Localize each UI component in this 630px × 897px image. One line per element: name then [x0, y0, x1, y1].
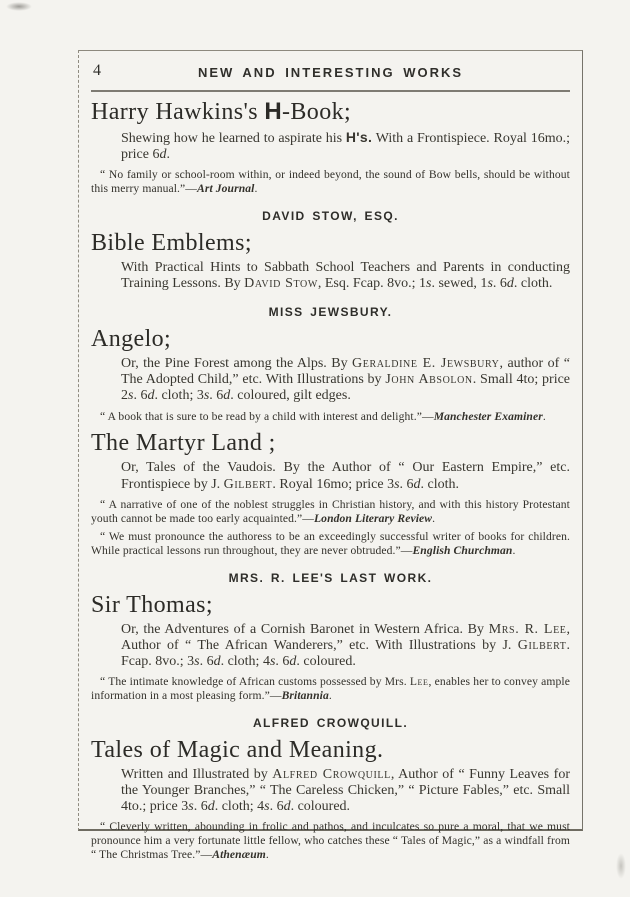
book-entry [91, 99, 570, 196]
entry-description: Or, Tales of the Vaudois. By the Author of “ Our Eastern Empire,” etc. Frontispiece by J. Gilbert. Royal 16mo; price 3s. 6d. cloth. [121, 460, 570, 492]
entry-description: Or, the Adventures of a Cornish Baronet in Western Africa. By Mrs. R. Lee, Author of “ The African Wanderers,” etc. With Illustrations by J. Gilbert. Fcap. 8vo.; 3s. 6d. cloth; 4s. 6d. coloured. [121, 621, 570, 670]
entry-review: “ No family or school-room within, or indeed beyond, the sound of Bow bells, should be without this merry manual.”—Art Journal. [91, 168, 570, 196]
entry-title: Sir Thomas; [91, 591, 213, 618]
entry-author-heading: ALFRED CROWQUILL. [252, 715, 409, 730]
entry-title: Tales of Magic and Meaning. [91, 736, 384, 763]
entry-review: “ A narrative of one of the noblest struggles in Christian history, and with this history Protestant youth cannot be made too early acquainted.”—London Literary Review. [91, 497, 570, 525]
scan-artifact-speck [616, 853, 626, 879]
entry-title: Bible Emblems; [91, 229, 252, 256]
scan-artifact-smudge [6, 2, 32, 11]
entry-review: “ Cleverly written, abounding in frolic and pathos, and inculcates so pure a moral, that we must pronounce him a very fortunate little fellow, who catches these “ Tales of Magic,” as a windfall from “ The Christmas Tree.”—Athenæum. [91, 820, 570, 862]
book-entry [91, 571, 570, 703]
book-entry [91, 209, 570, 292]
book-page [78, 50, 583, 862]
page-number: 4 [93, 62, 101, 79]
entry-title: The Martyr Land ; [91, 430, 276, 457]
running-header-title: NEW AND INTERESTING WORKS [197, 65, 464, 80]
entry-author-heading: MRS. R. LEE'S LAST WORK. [228, 570, 433, 585]
book-entry [91, 305, 570, 423]
entry-title: Angelo; [91, 326, 172, 353]
entry-description: Shewing how he learned to aspirate his H's. With a Frontispiece. Royal 16mo.; price 6d. [121, 128, 570, 163]
entry-review: “ We must pronounce the authoress to be an exceedingly successful writer of books for children. While practical lessons run throughout, they are never obtruded.”—English Churchman. [91, 530, 570, 558]
entry-title: Harry Hawkins's H-Book; [91, 98, 352, 125]
entry-description: With Practical Hints to Sabbath School Teachers and Parents in conducting Training Lessons. By David Stow, Esq. Fcap. 8vo.; 1s. sewed, 1s. 6d. cloth. [121, 259, 570, 291]
book-entry [91, 716, 570, 862]
entry-description: Or, the Pine Forest among the Alps. By Geraldine E. Jewsbury, author of “ The Adopted Child,” etc. With Illustrations by John Absolon. Small 4to; price 2s. 6d. cloth; 3s. 6d. coloured, gilt edges. [121, 356, 571, 404]
header-rule [91, 90, 570, 92]
entry-author-heading: DAVID STOW, ESQ. [262, 208, 399, 223]
entry-description: Written and Illustrated by Alfred Crowquill, Author of “ Funny Leaves for the Younger Branches,” “ The Careless Chicken,” “ Picture Fables,” etc. Small 4to.; price 3s. 6d. cloth; 4s. 6d. coloured. [121, 766, 570, 815]
entry-author-heading: MISS JEWSBURY. [268, 305, 393, 320]
book-entry [91, 430, 570, 557]
entry-review: “ A book that is sure to be read by a child with interest and delight.”—Manchester Examiner. [100, 409, 546, 423]
running-header [91, 62, 570, 84]
entry-review: “ The intimate knowledge of African customs possessed by Mrs. Lee, enables her to convey ample information in a most pleasing form.”—Britannia. [91, 675, 570, 703]
